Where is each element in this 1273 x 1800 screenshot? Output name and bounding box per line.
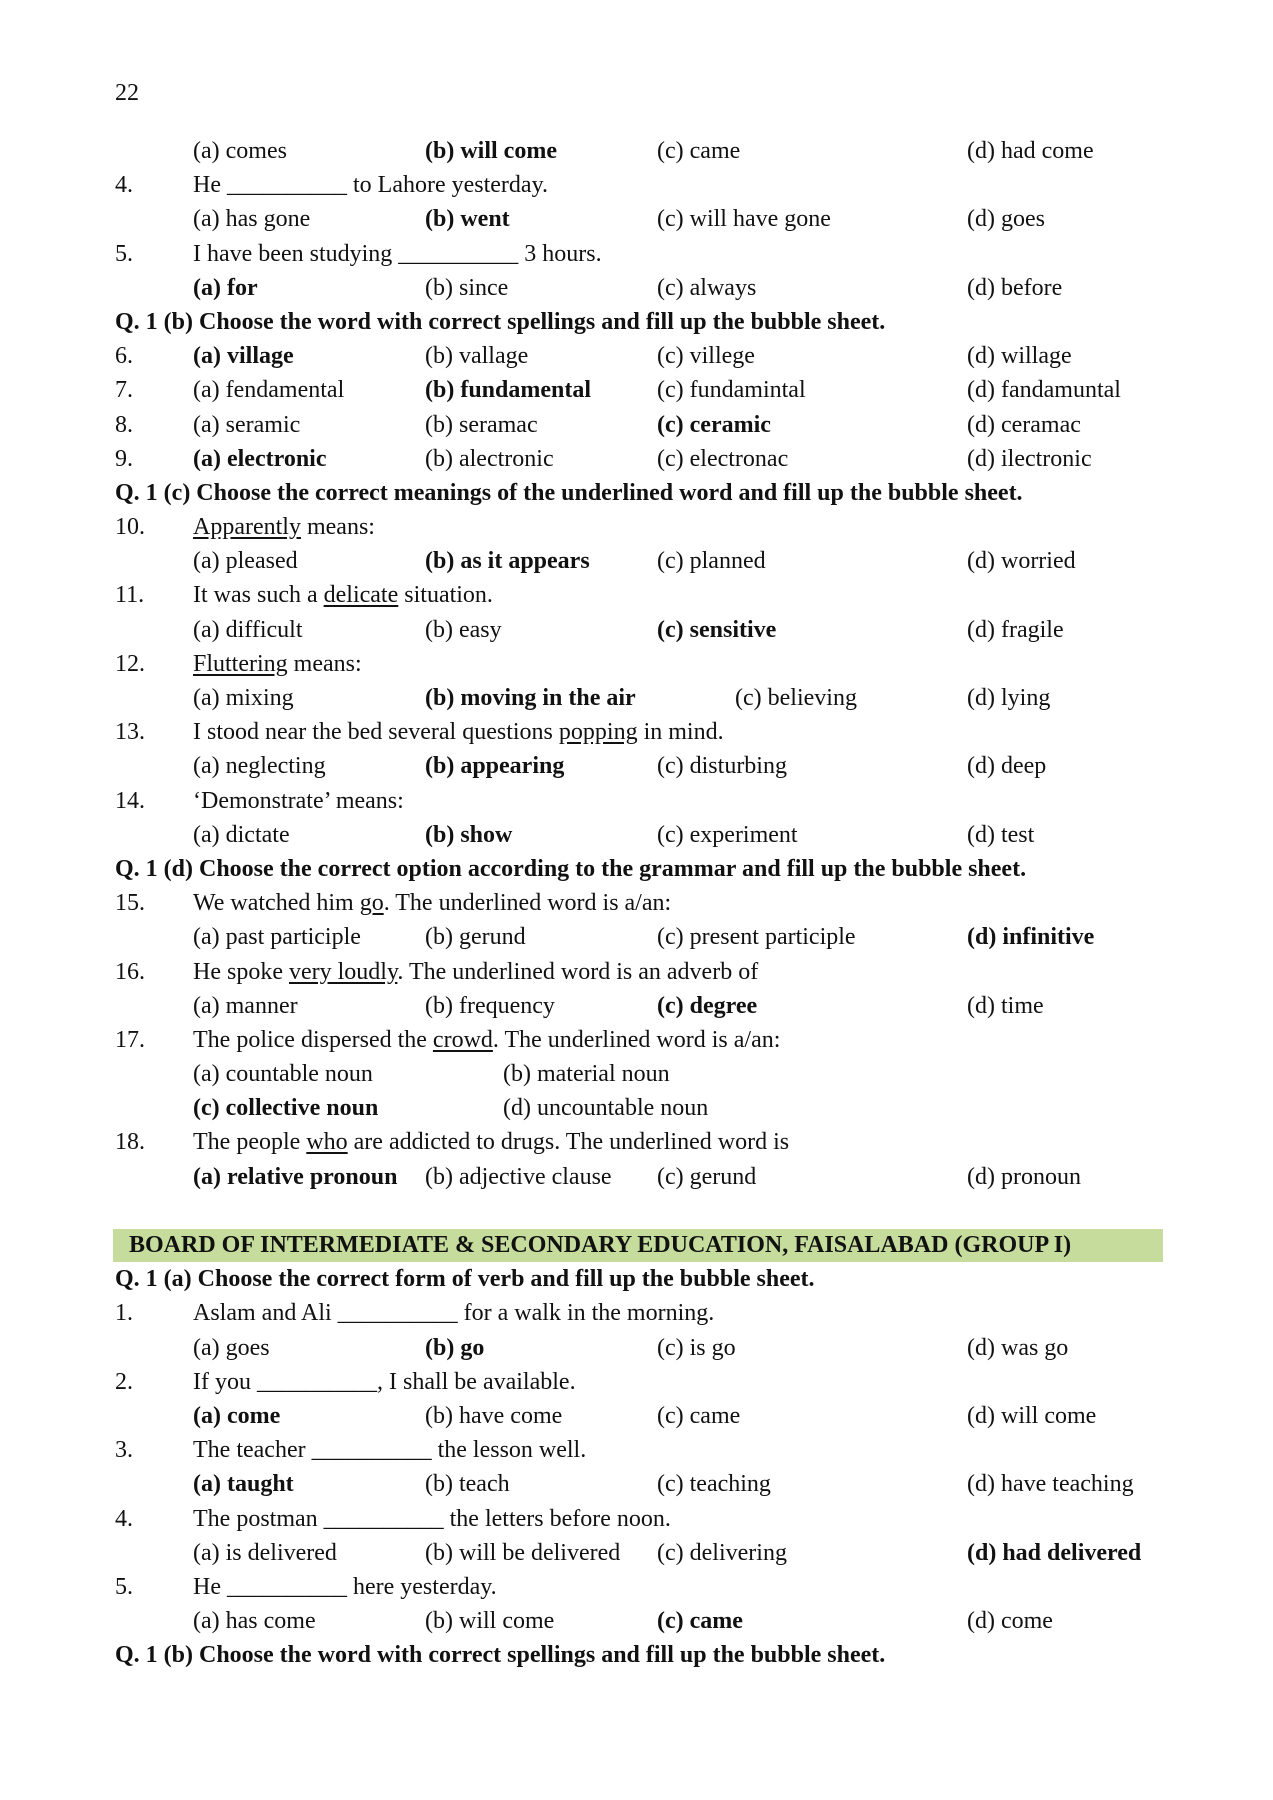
option-c-answer: (c) sensitive xyxy=(657,616,777,643)
section-heading xyxy=(115,305,1175,339)
underlined-word: who xyxy=(306,1129,348,1156)
question-row xyxy=(115,784,1175,818)
options-row xyxy=(115,613,1175,647)
options-row xyxy=(115,1160,1175,1194)
question-row xyxy=(115,886,1175,920)
question-number: 1. xyxy=(115,1300,133,1327)
underlined-word: very loudly xyxy=(288,958,398,985)
question-text-post: . The underlined word is a/an: xyxy=(492,1026,781,1053)
option-a: (a) has gone xyxy=(193,206,311,233)
question-text xyxy=(193,510,375,544)
option-b-answer: (b) went xyxy=(425,206,510,233)
question-text-pre: I stood near the bed several questions xyxy=(193,719,559,746)
option-c: (c) teaching xyxy=(657,1471,771,1498)
option-c: (c) gerund xyxy=(657,1163,757,1190)
option-a-answer: (a) electronic xyxy=(193,445,327,472)
question-number: 4. xyxy=(115,172,133,199)
question-text-pre: We watched him xyxy=(193,890,360,917)
option-b: (b) alectronic xyxy=(425,445,554,472)
option-d: (d) worried xyxy=(967,548,1076,575)
question-text-post: . The underlined word is an adverb of xyxy=(397,958,759,985)
question-row xyxy=(115,237,1175,271)
options-row xyxy=(115,1467,1175,1501)
option-a-answer: (a) for xyxy=(193,274,258,301)
question-number: 12. xyxy=(115,650,145,677)
option-a: (a) neglecting xyxy=(193,753,326,780)
question-text-rest: means: xyxy=(300,514,375,541)
option-a: (a) comes xyxy=(193,138,287,164)
options-row xyxy=(115,202,1175,236)
option-b-answer: (b) moving in the air xyxy=(425,685,636,711)
question-row xyxy=(115,1125,1175,1159)
option-d: (d) test xyxy=(967,821,1035,848)
option-b-answer: (b) will come xyxy=(425,138,557,164)
option-b: (b) teach xyxy=(425,1471,510,1498)
spacer xyxy=(115,1194,1175,1228)
option-c: (c) experiment xyxy=(657,821,798,848)
underlined-word: crowd xyxy=(432,1026,493,1053)
option-a: (a) fendamental xyxy=(193,377,345,404)
option-b: (b) easy xyxy=(425,616,502,643)
section-heading xyxy=(115,852,1175,886)
option-a: (a) countable noun xyxy=(193,1061,373,1088)
option-d-answer: (d) had delivered xyxy=(967,1539,1142,1566)
underlined-word: go xyxy=(359,890,384,917)
option-c: (c) present participle xyxy=(657,924,856,951)
options-row xyxy=(115,1091,1175,1125)
question-number: 7. xyxy=(115,377,133,404)
option-d: (d) come xyxy=(967,1608,1053,1635)
option-c: (c) planned xyxy=(657,548,766,575)
question-number: 5. xyxy=(115,1573,133,1600)
option-b: (b) gerund xyxy=(425,924,526,951)
question-row xyxy=(115,715,1175,749)
question-number: 5. xyxy=(115,240,133,267)
question-number: 4. xyxy=(115,1505,133,1532)
question-number: 11. xyxy=(115,582,145,609)
option-c: (c) came xyxy=(657,138,741,164)
options-row xyxy=(115,920,1175,954)
question-text: The teacher __________ the lesson well. xyxy=(193,1437,587,1464)
option-d: (d) was go xyxy=(967,1334,1069,1361)
section-heading xyxy=(115,1638,1175,1672)
page-number: 22 xyxy=(115,80,139,106)
option-d: (d) have teaching xyxy=(967,1471,1134,1498)
question-text-pre: It was such a xyxy=(193,582,324,609)
option-a: (a) manner xyxy=(193,992,298,1019)
options-row xyxy=(115,544,1175,578)
heading-spellings: Q. 1 (b) Choose the word with correct spellings and fill up the bubble sheet. xyxy=(115,308,886,335)
option-a: (a) dictate xyxy=(193,821,290,848)
board-banner xyxy=(115,1228,1175,1262)
question-text: I have been studying __________ 3 hours. xyxy=(193,240,602,267)
option-a-answer: (a) come xyxy=(193,1402,281,1429)
option-b: (b) will be delivered xyxy=(425,1539,621,1566)
option-a-answer: (a) village xyxy=(193,343,294,370)
option-a: (a) goes xyxy=(193,1334,270,1361)
option-b: (b) material noun xyxy=(503,1061,670,1088)
option-a: (a) difficult xyxy=(193,616,303,643)
underlined-word: delicate xyxy=(323,582,399,609)
options-row xyxy=(115,134,1175,168)
option-c: (c) disturbing xyxy=(657,753,787,780)
option-c: (c) came xyxy=(657,1402,741,1429)
question-text: If you __________, I shall be available. xyxy=(193,1368,576,1395)
option-b-answer: (b) show xyxy=(425,821,513,848)
underlined-word: popping xyxy=(558,719,638,746)
question-row xyxy=(115,339,1175,373)
question-text: He __________ to Lahore yesterday. xyxy=(193,172,549,199)
option-d: (d) pronoun xyxy=(967,1163,1081,1190)
option-c: (c) delivering xyxy=(657,1539,787,1566)
option-d: (d) ilectronic xyxy=(967,445,1092,472)
question-text xyxy=(193,1023,780,1057)
question-row xyxy=(115,510,1175,544)
question-text-rest: means: xyxy=(287,650,362,677)
option-a: (a) mixing xyxy=(193,685,294,711)
board-title: BOARD OF INTERMEDIATE & SECONDARY EDUCATION, FAISALABAD (GROUP I) xyxy=(129,1232,1072,1258)
option-b-answer: (b) as it appears xyxy=(425,548,590,575)
option-a: (a) is delivered xyxy=(193,1539,337,1566)
heading-spellings-2: Q. 1 (b) Choose the word with correct spellings and fill up the bubble sheet. xyxy=(115,1642,886,1669)
option-c: (c) believing xyxy=(735,685,857,711)
option-d: (d) ceramac xyxy=(967,411,1081,438)
option-d: (d) fragile xyxy=(967,616,1064,643)
question-row xyxy=(115,442,1175,476)
option-c-answer: (c) degree xyxy=(657,992,758,1019)
options-row xyxy=(115,818,1175,852)
options-row xyxy=(115,681,1175,715)
question-number: 16. xyxy=(115,958,145,985)
option-b: (b) frequency xyxy=(425,992,555,1019)
section-heading xyxy=(115,1262,1175,1296)
option-b: (b) vallage xyxy=(425,343,529,370)
question-row xyxy=(115,955,1175,989)
option-a: (a) has come xyxy=(193,1608,316,1635)
option-d: (d) fandamuntal xyxy=(967,377,1121,404)
heading-verb-form: Q. 1 (a) Choose the correct form of verb and fill up the bubble sheet. xyxy=(115,1266,815,1293)
options-row xyxy=(115,749,1175,783)
option-a: (a) seramic xyxy=(193,411,301,438)
option-b: (b) adjective clause xyxy=(425,1163,612,1190)
options-row xyxy=(115,1331,1175,1365)
question-text-post: situation. xyxy=(398,582,493,609)
question-row xyxy=(115,647,1175,681)
option-d: (d) time xyxy=(967,992,1044,1019)
options-row xyxy=(115,1604,1175,1638)
question-row xyxy=(115,1433,1175,1467)
question-number: 18. xyxy=(115,1129,145,1156)
option-c: (c) electronac xyxy=(657,445,789,472)
question-text xyxy=(193,578,493,612)
content xyxy=(115,134,1175,1672)
option-c-answer: (c) ceramic xyxy=(657,411,771,438)
question-number: 14. xyxy=(115,787,145,814)
question-number: 10. xyxy=(115,514,145,541)
options-row xyxy=(115,1536,1175,1570)
question-number: 3. xyxy=(115,1437,133,1464)
question-text xyxy=(193,647,362,681)
option-c-answer: (c) came xyxy=(657,1608,743,1635)
section-heading xyxy=(115,476,1175,510)
option-b-answer: (b) go xyxy=(425,1334,485,1361)
option-c: (c) is go xyxy=(657,1334,736,1361)
option-b: (b) will come xyxy=(425,1608,555,1635)
option-c: (c) always xyxy=(657,274,757,301)
option-d: (d) deep xyxy=(967,753,1047,780)
option-d: (d) will come xyxy=(967,1402,1097,1429)
question-row xyxy=(115,373,1175,407)
options-row xyxy=(115,989,1175,1023)
option-c-answer: (c) collective noun xyxy=(193,1095,379,1122)
question-text: The postman __________ the letters before noon. xyxy=(193,1505,671,1532)
question-text: ‘Demonstrate’ means: xyxy=(193,787,404,814)
option-b-answer: (b) fundamental xyxy=(425,377,592,404)
option-a-answer: (a) relative pronoun xyxy=(193,1163,398,1190)
option-c: (c) villege xyxy=(657,343,755,370)
question-text xyxy=(193,1125,789,1159)
option-d: (d) uncountable noun xyxy=(503,1095,709,1122)
option-b: (b) seramac xyxy=(425,411,538,438)
question-text: He __________ here yesterday. xyxy=(193,1573,497,1600)
question-number: 9. xyxy=(115,445,133,472)
underlined-word: Apparently xyxy=(193,514,301,541)
question-number: 15. xyxy=(115,890,145,917)
option-c: (c) fundamintal xyxy=(657,377,806,404)
option-d-answer: (d) infinitive xyxy=(967,924,1095,951)
option-b-answer: (b) appearing xyxy=(425,753,565,780)
option-a: (a) pleased xyxy=(193,548,298,575)
question-row xyxy=(115,1023,1175,1057)
heading-meanings: Q. 1 (c) Choose the correct meanings of the underlined word and fill up the bubble sheet. xyxy=(115,479,1023,506)
question-text: Aslam and Ali __________ for a walk in the morning. xyxy=(193,1300,715,1327)
option-d: (d) before xyxy=(967,274,1063,301)
options-row xyxy=(115,271,1175,305)
option-d: (d) goes xyxy=(967,206,1045,233)
question-number: 17. xyxy=(115,1026,145,1053)
question-row xyxy=(115,1570,1175,1604)
question-text-post: in mind. xyxy=(637,719,724,746)
question-text xyxy=(193,715,724,749)
question-text xyxy=(193,886,671,920)
question-number: 8. xyxy=(115,411,133,438)
question-number: 6. xyxy=(115,343,133,370)
question-text-pre: He spoke xyxy=(193,958,289,985)
option-d: (d) had come xyxy=(967,138,1094,164)
options-row xyxy=(115,1057,1175,1091)
question-row xyxy=(115,408,1175,442)
question-row xyxy=(115,1296,1175,1330)
heading-grammar: Q. 1 (d) Choose the correct option according to the grammar and fill up the bubble sheet. xyxy=(115,855,1027,882)
option-c: (c) will have gone xyxy=(657,206,831,233)
option-b: (b) since xyxy=(425,274,509,301)
question-text-pre: The people xyxy=(193,1129,307,1156)
question-row xyxy=(115,168,1175,202)
question-row xyxy=(115,1502,1175,1536)
question-text-post: . The underlined word is a/an: xyxy=(383,890,672,917)
options-row xyxy=(115,1399,1175,1433)
question-text-pre: The police dispersed the xyxy=(193,1026,433,1053)
question-number: 13. xyxy=(115,719,145,746)
question-number: 2. xyxy=(115,1368,133,1395)
option-a-answer: (a) taught xyxy=(193,1471,294,1498)
option-d: (d) willage xyxy=(967,343,1072,370)
option-a: (a) past participle xyxy=(193,924,361,951)
question-row xyxy=(115,578,1175,612)
option-b: (b) have come xyxy=(425,1402,563,1429)
underlined-word: Fluttering xyxy=(193,650,288,677)
question-row xyxy=(115,1365,1175,1399)
question-text-post: are addicted to drugs. The underlined word is xyxy=(347,1129,790,1156)
option-d: (d) lying xyxy=(967,685,1051,711)
question-text xyxy=(193,955,758,989)
